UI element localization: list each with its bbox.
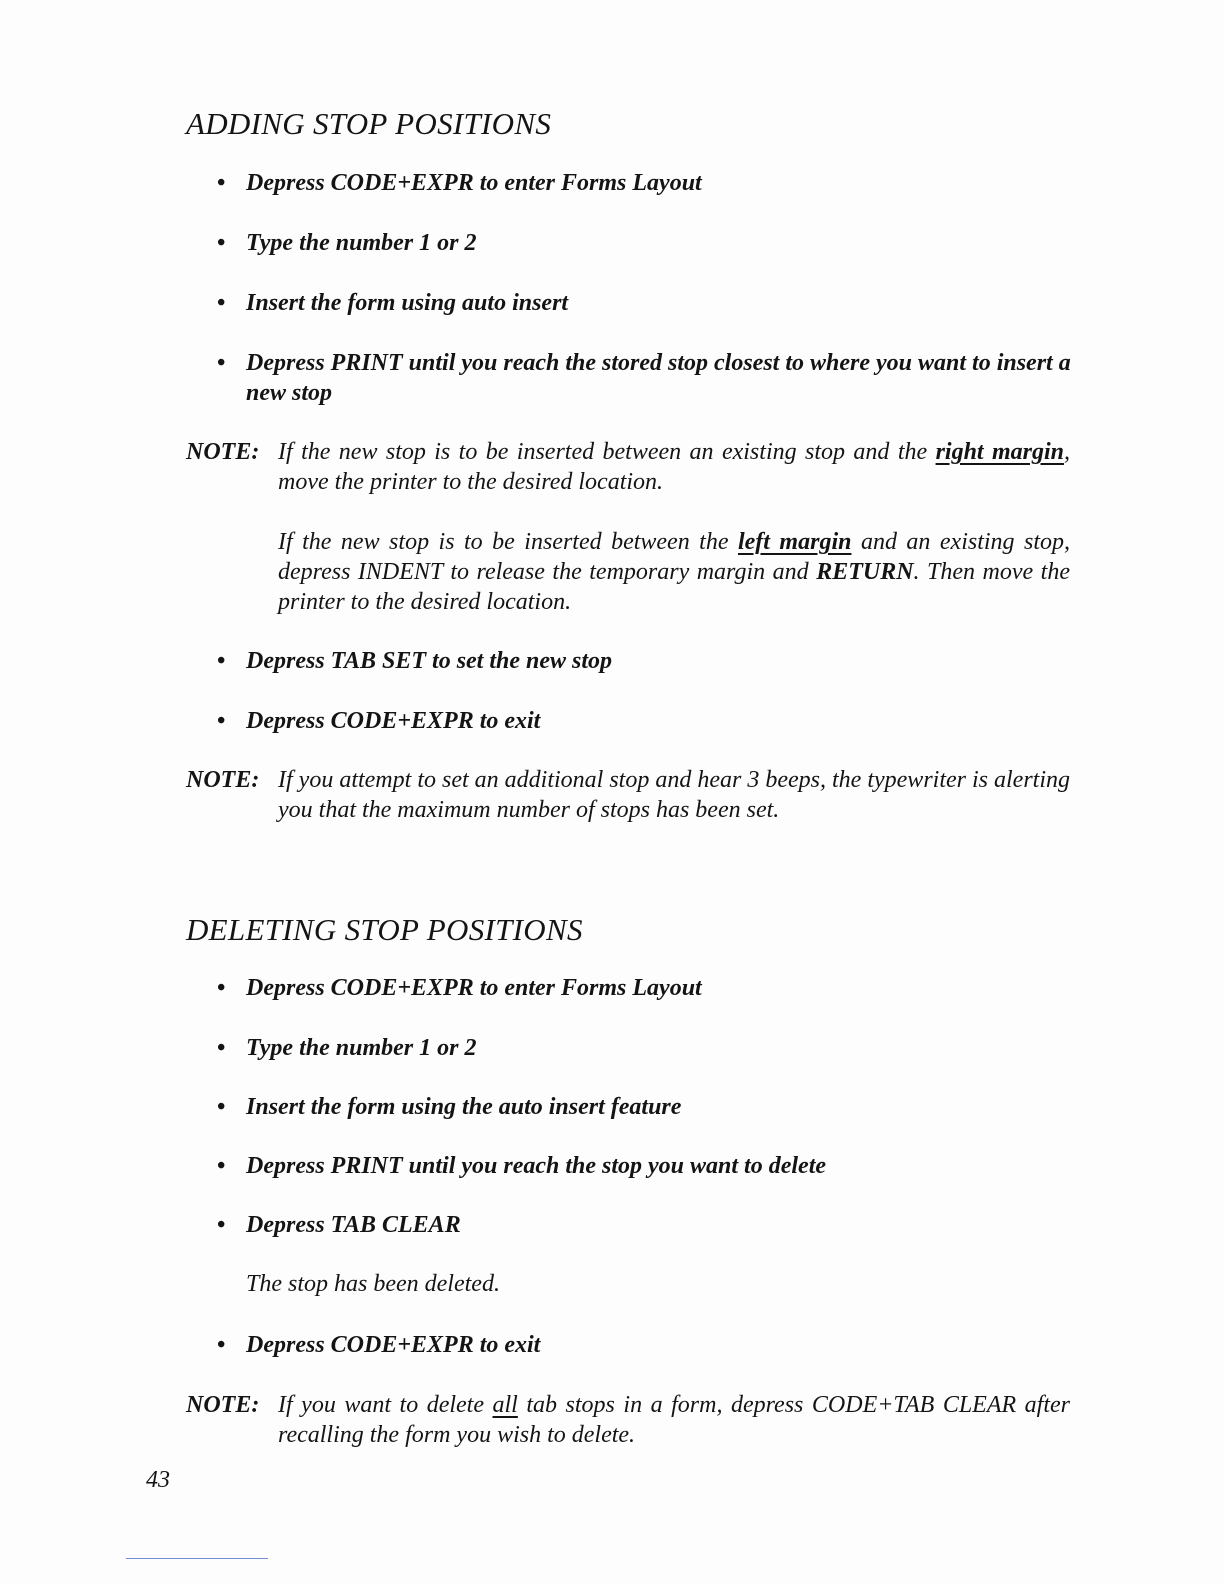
- step-text: Depress PRINT until you reach the stop you want to delete: [246, 1153, 827, 1179]
- list-item: [217, 1151, 1076, 1181]
- list-item: [217, 1210, 1076, 1240]
- note-label: NOTE:: [186, 1392, 260, 1418]
- note-text: . Then move the printer to the desired location.: [278, 559, 1070, 615]
- left-margin-term: left margin: [737, 529, 852, 555]
- note-label: NOTE:: [186, 767, 260, 793]
- adding-heading: ADDING STOP POSITIONS: [186, 106, 552, 141]
- note-paragraph: [278, 437, 1070, 497]
- page-number: 43: [146, 1467, 170, 1493]
- note-text: and an existing stop, depress INDENT to release the temporary margin and: [278, 529, 1071, 585]
- list-item: [217, 1092, 1076, 1122]
- list-item: [217, 1330, 1076, 1360]
- step-text: Depress PRINT until you reach the stored stop closest to where you want to insert a new stop: [246, 350, 1071, 406]
- bullet-icon: •: [217, 1094, 226, 1120]
- list-item: [217, 646, 1076, 676]
- step-text: Depress CODE+EXPR to enter Forms Layout: [246, 170, 702, 196]
- bullet-icon: •: [217, 1153, 226, 1179]
- bullet-icon: •: [217, 648, 226, 674]
- right-margin-term: right margin: [935, 439, 1065, 465]
- all-emphasis: all: [492, 1392, 518, 1418]
- step-text: Insert the form using the auto insert feature: [246, 1094, 682, 1120]
- note-text: If the new stop is to be inserted between an existing stop and the: [278, 439, 928, 465]
- step-text: Depress TAB SET to set the new stop: [246, 648, 613, 674]
- step-text: Depress CODE+EXPR to exit: [246, 1332, 541, 1358]
- note-paragraph: [278, 527, 1070, 617]
- note-text: , move the printer to the desired location.: [278, 439, 1071, 495]
- note-label: NOTE:: [186, 439, 260, 465]
- step-text: Depress TAB CLEAR: [246, 1212, 461, 1238]
- bullet-icon: •: [217, 1035, 226, 1061]
- note-text: If you want to delete: [278, 1392, 484, 1418]
- bottom-rule: [126, 1558, 268, 1559]
- bullet-icon: •: [217, 1332, 226, 1358]
- list-item: [217, 1033, 1076, 1063]
- bullet-icon: •: [217, 1212, 226, 1238]
- deleting-heading: DELETING STOP POSITIONS: [186, 912, 583, 947]
- list-item: [217, 348, 1076, 408]
- step-text: Type the number 1 or 2: [246, 1035, 477, 1061]
- step-text: Insert the form using auto insert: [246, 290, 569, 316]
- bullet-icon: •: [217, 170, 226, 196]
- list-item: [217, 706, 1076, 736]
- bullet-icon: •: [217, 975, 226, 1001]
- bullet-icon: •: [217, 290, 226, 316]
- bullet-icon: •: [217, 350, 226, 376]
- note-paragraph: If you attempt to set an additional stop and hear 3 beeps, the typewriter is alerting you that the maximum number of stops has been set.: [278, 767, 1070, 823]
- bullet-icon: •: [217, 230, 226, 256]
- bullet-icon: •: [217, 708, 226, 734]
- step-text: Depress CODE+EXPR to exit: [246, 708, 541, 734]
- step-text: Type the number 1 or 2: [246, 230, 477, 256]
- return-key-term: RETURN: [816, 559, 914, 585]
- note-paragraph: [278, 1390, 1070, 1450]
- note-text: tab stops in a form, depress CODE+TAB CLEAR after recalling the form you wish to delete.: [278, 1392, 1070, 1448]
- list-item: [217, 228, 1076, 258]
- result-text: The stop has been deleted.: [246, 1271, 500, 1297]
- note-text: If the new stop is to be inserted between the: [278, 529, 729, 555]
- list-item: [217, 288, 1076, 318]
- step-text: Depress CODE+EXPR to enter Forms Layout: [246, 975, 702, 1001]
- list-item: [217, 973, 1076, 1003]
- list-item: [217, 168, 1076, 198]
